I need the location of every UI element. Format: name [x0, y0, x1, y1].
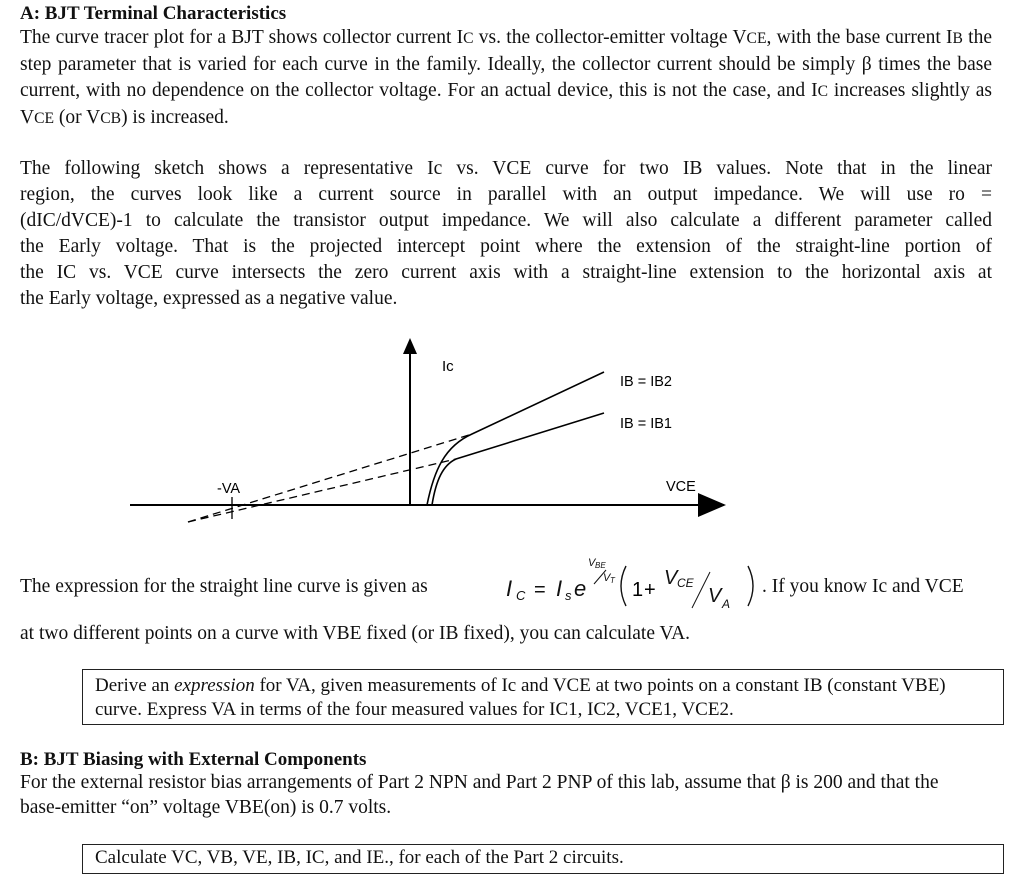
- derive-va-task-box: [82, 669, 1004, 725]
- svg-text:V: V: [708, 585, 722, 607]
- svg-text:+: +: [644, 579, 656, 601]
- curve-ib1: [432, 413, 604, 505]
- curve-ib2: [427, 372, 604, 505]
- section-b-line-1: For the external resistor bias arrangements of Part 2 NPN and Part 2 PNP of this lab, assume that β is 200 and that the: [20, 772, 939, 793]
- svg-text:=: =: [534, 579, 546, 601]
- paragraph-2-line: The following sketch shows a representative Ic vs. VCE curve for two IB values. Note that in the linear: [20, 158, 992, 179]
- derive-va-task-line-1: Derive an expression for VA, given measurements of Ic and VCE at two points on a constant IB (constant VBE): [95, 675, 946, 696]
- section-b-line-2: base-emitter “on” voltage VBE(on) is 0.7 volts.: [20, 797, 392, 818]
- svg-text:T: T: [610, 576, 615, 585]
- curve-ib1-label: IB = IB1: [620, 416, 672, 432]
- section-b-title: B: BJT Biasing with External Components: [20, 749, 367, 770]
- x-axis-label: VCE: [666, 479, 696, 495]
- paragraph-2-line: the Early voltage. That is the projected intercept point where the extension of the straight-line portion of: [20, 236, 992, 257]
- svg-text:I: I: [506, 576, 513, 601]
- svg-text:V: V: [664, 567, 678, 589]
- y-axis-label: Ic: [442, 358, 454, 375]
- svg-text:I: I: [556, 576, 563, 601]
- paragraph-2-line: the Early voltage, expressed as a negative value.: [20, 288, 398, 309]
- svg-text:V: V: [588, 557, 596, 569]
- svg-text:V: V: [603, 572, 611, 584]
- calculate-task-text: Calculate VC, VB, VE, IB, IC, and IE., for each of the Part 2 circuits.: [95, 847, 624, 868]
- upper-dashed-extension: [188, 434, 472, 522]
- expression-lead: The expression for the straight line curve is given as: [20, 576, 428, 597]
- curve-ib2-label: IB = IB2: [620, 374, 672, 390]
- svg-text:s: s: [565, 588, 572, 603]
- expression-line-2: at two different points on a curve with VBE fixed (or IB fixed), you can calculate VA.: [20, 623, 691, 644]
- expression-tail: . If you know Ic and VCE: [762, 576, 964, 597]
- svg-text:BE: BE: [595, 561, 606, 570]
- svg-text:CE: CE: [677, 576, 694, 590]
- va-label: -VA: [217, 481, 241, 497]
- ic-equation: [504, 550, 766, 620]
- paragraph-2-line: (dIC/dVCE)-1 to calculate the transistor output impedance. We will also calculate a different parameter called: [20, 210, 992, 231]
- svg-text:C: C: [516, 588, 526, 603]
- section-a-paragraph-2: [20, 156, 992, 312]
- paragraph-2-line: region, the curves look like a current source in parallel with an output impedance. We will use ro =: [20, 184, 992, 205]
- section-a-title: A: BJT Terminal Characteristics: [20, 3, 287, 24]
- svg-text:e: e: [574, 576, 587, 601]
- y-axis-arrow: [403, 338, 417, 354]
- section-a-paragraph-1: The curve tracer plot for a BJT shows collector current IC vs. the collector-emitter voltage VCE, with the base current IB the step parameter that is varied for each curve in the family. Ideally, the collector current should be simply β times the base current, with no dependence on the collector voltage. For an actual device, this is not the case, and IC increases slightly as VCE (or VCB) is increased.: [20, 27, 992, 128]
- derive-va-task-line-2: curve. Express VA in terms of the four measured values for IC1, IC2, VCE1, VCE2.: [95, 699, 734, 720]
- svg-text:1: 1: [632, 579, 644, 601]
- calculate-task-box: [82, 844, 1004, 874]
- paragraph-2-line: the IC vs. VCE curve intersects the zero current axis with a straight-line extension to the horizontal axis at: [20, 262, 992, 283]
- ic-vce-diagram: [0, 330, 1024, 530]
- svg-text:A: A: [722, 597, 731, 611]
